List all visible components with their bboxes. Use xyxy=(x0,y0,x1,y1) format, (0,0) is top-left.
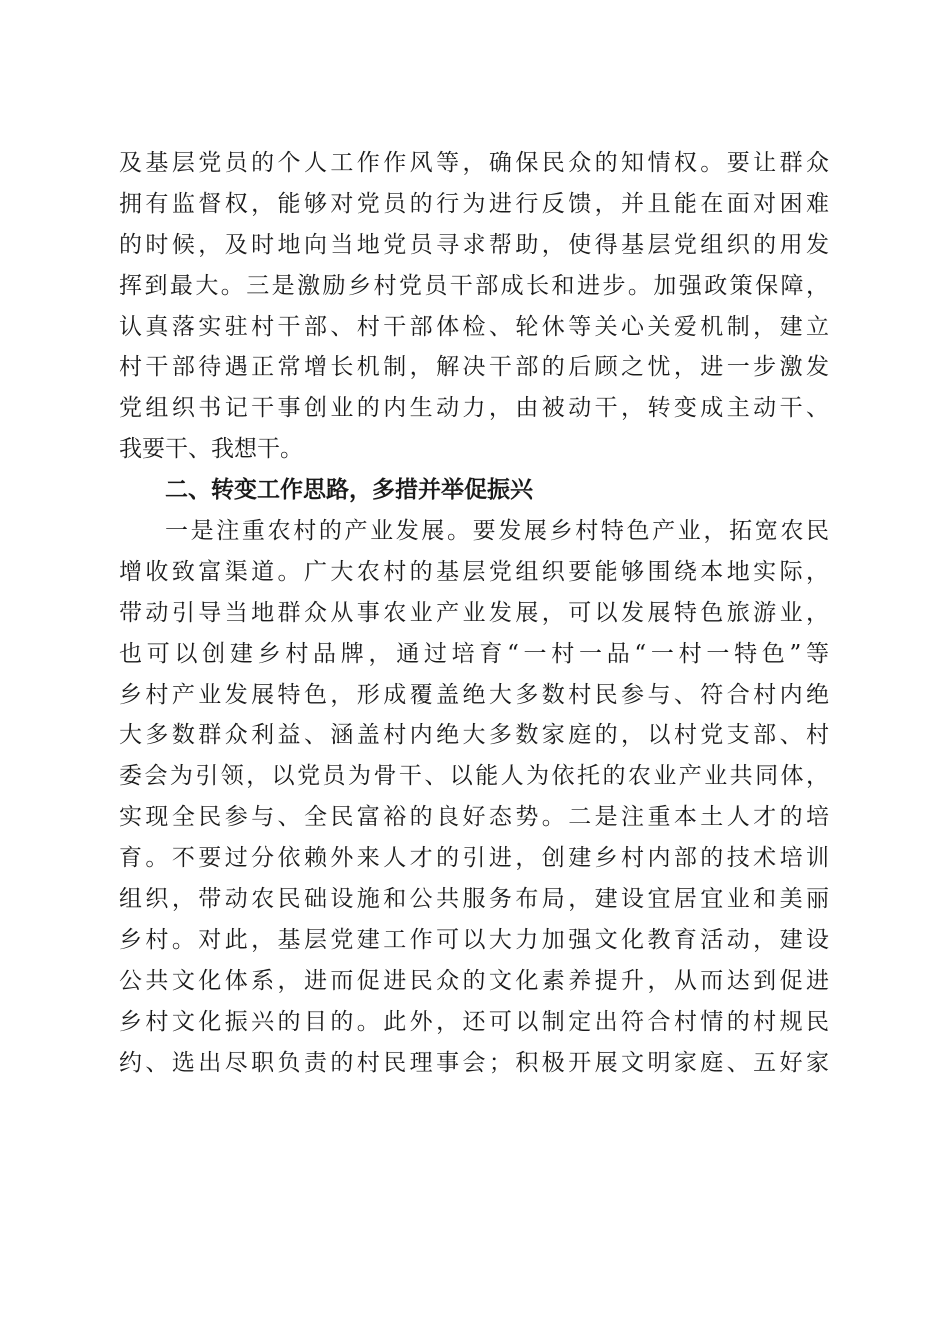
paragraph-2 xyxy=(119,511,829,1083)
text-line: 及基层党员的个人工作作风等，确保民众的知情权。要让群众 xyxy=(119,150,829,176)
text-line: 党组织书记干事创业的内生动力，由被动干，转变成主动干、 xyxy=(119,395,829,422)
text-line: 组织，带动农民础设施和公共服务布局，建设宜居宜业和美丽 xyxy=(119,886,829,913)
text-line: 村干部待遇正常增长机制，解决干部的后顾之忧，进一步激发 xyxy=(119,354,829,381)
text-line: 乡村产业发展特色，形成覆盖绝大多数村民参与、符合村内绝 xyxy=(119,681,829,708)
text-line: 增收致富渠道。广大农村的基层党组织要能够围绕本地实际， xyxy=(119,558,829,585)
text-line: 乡村。对此，基层党建工作可以大力加强文化教育活动，建设 xyxy=(119,926,829,953)
text-line: 我要干、我想干。 xyxy=(119,436,303,463)
text-line: 实现全民参与、全民富裕的良好态势。二是注重本土人才的培 xyxy=(119,804,829,831)
document-body xyxy=(119,143,829,1083)
text-line: 一是注重农村的产业发展。要发展乡村特色产业，拓宽农民 xyxy=(165,518,829,545)
text-line: 乡村文化振兴的目的。此外，还可以制定出符合村情的村规民 xyxy=(119,1008,829,1035)
section-heading: 二、转变工作思路，多措并举促振兴 xyxy=(165,477,533,504)
text-line: 挥到最大。三是激励乡村党员干部成长和进步。加强政策保障， xyxy=(119,272,829,299)
text-line: 公共文化体系，进而促进民众的文化素养提升，从而达到促进 xyxy=(119,967,829,994)
paragraph-1 xyxy=(119,143,829,470)
text-line: 带动引导当地群众从事农业产业发展，可以发展特色旅游业， xyxy=(119,599,829,626)
text-line: 也可以创建乡村品牌，通过培育“一村一品“一村一特色”等 xyxy=(119,640,829,667)
text-line: 委会为引领，以党员为骨干、以能人为依托的农业产业共同体， xyxy=(119,763,829,790)
text-line: 约、选出尽职负责的村民理事会；积极开展文明家庭、五好家 xyxy=(119,1049,829,1076)
text-line: 育。不要过分依赖外来人才的引进，创建乡村内部的技术培训 xyxy=(119,845,829,872)
text-line: 大多数群众利益、涵盖村内绝大多数家庭的，以村党支部、村 xyxy=(119,722,829,749)
text-line: 拥有监督权，能够对党员的行为进行反馈，并且能在面对困难 xyxy=(119,190,829,217)
text-line: 认真落实驻村干部、村干部体检、轮休等关心关爱机制，建立 xyxy=(119,313,829,340)
text-line: 的时候，及时地向当地党员寻求帮助，使得基层党组织的用发 xyxy=(119,231,829,258)
